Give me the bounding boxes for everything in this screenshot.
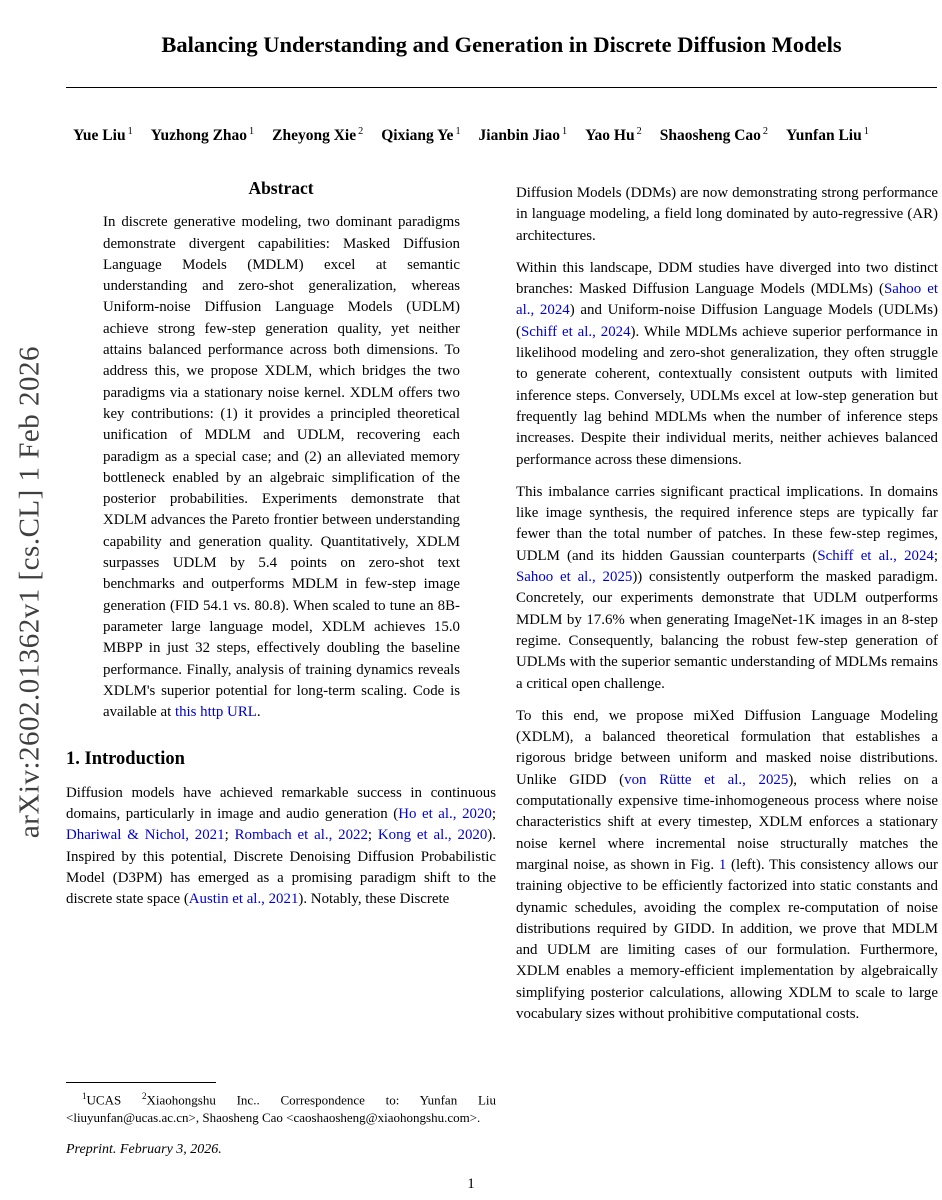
author-affiliation-superscript: 2	[358, 126, 364, 137]
author-name	[73, 127, 133, 144]
citation-link[interactable]: Ho et al., 2020	[398, 806, 492, 823]
text-run: ;	[367, 827, 378, 844]
text-run: (left). This consistency allows our training objective to be efficiently factorized into static constants and dynamic schedules, avoiding the complex re-computation of noise distributions required by GIDD. In addition, we prove that MDLM and UDLM are limiting cases of our formulation. Furthermore, XDLM enables a memory-efficient implementation by algebraically simplifying posterior calculations, allowing XDLM to scale to large vocabulary sizes without prohibitive computational costs.	[516, 856, 938, 1022]
author-name-text: Qixiang Ye	[381, 127, 454, 145]
text-run: ;	[224, 827, 235, 844]
text-run: ) and Uniform-noise Diffusion Language Models (UDLMs) (	[516, 302, 938, 340]
text-run: ;	[933, 547, 938, 564]
author-name-text: Zheyong Xie	[272, 127, 357, 145]
author-affiliation-superscript: 2	[762, 126, 769, 137]
text-run: ). Inspired by this potential, Discrete Denoising Diffusion Probabilistic Model (D3PM) has emerged as a promising paradigm shift to the discrete state space (	[66, 827, 496, 908]
author-name	[786, 127, 869, 144]
citation-link[interactable]: Dhariwal & Nichol, 2021	[66, 827, 225, 844]
paragraph	[516, 482, 938, 695]
paragraph	[516, 706, 938, 1025]
author-name	[479, 127, 568, 144]
author-name-text: Jianbin Jiao	[478, 127, 560, 145]
author-affiliation-superscript: 1	[127, 126, 133, 137]
intro-paragraph	[66, 783, 496, 911]
text-run: In discrete generative modeling, two dominant paradigms demonstrate divergent capabilities: Masked Diffusion Language Models (MDLM) excel at semantic understanding and zero-shot generalization, whereas Uniform-noise Diffusion Language Models (UDLM) achieve strong few-step generation quality, yet neither attains balanced performance across both dimensions. To address this, we propose XDLM, which bridges the two paradigms via a stationary noise kernel. XDLM offers two key contributions: (1) it provides a principled theoretical unification of MDLM and UDLM, recovering each paradigm as a special case; and (2) an alleviated memory bottleneck enabled by an algebraic simplification of the posterior probabilities. Experiments demonstrate that XDLM advances the Pareto frontier between understanding capability and generation quality. Quantitatively, XDLM surpasses UDLM by 5.4 points on zero-shot text benchmarks and outperforms MDLM in few-step image generation (FID 54.1 vs. 80.8). When scaled to tune an 8B-parameter large language model, XDLM achieves 15.0 MBPP in just 32 steps, effectively doubling the baseline performance. Finally, analysis of training dynamics reveals XDLM's superior potential for long-term scaling. Code is available at	[103, 214, 460, 721]
superscript: 1	[82, 1091, 87, 1102]
text-run: Xiaohongshu Inc.. Correspondence to: Yunfan Liu <liuyunfan@ucas.ac.cn>, Shaosheng Cao <caoshaosheng@xiaohongshu.com>.	[66, 1092, 496, 1126]
right-column	[516, 183, 938, 1025]
preprint-note: Preprint. February 3, 2026.	[66, 1141, 222, 1157]
author-name	[272, 127, 363, 144]
section-heading-introduction: 1. Introduction	[66, 749, 185, 770]
text-run: This imbalance carries significant practical implications. In domains like image synthesis, the required inference steps are typically far fewer than the total number of patches. In these few-step regimes, UDLM (and its hidden Gaussian counterparts (	[516, 483, 938, 564]
abstract-text	[66, 212, 496, 723]
text-run: UCAS	[86, 1092, 142, 1108]
author-affiliation-superscript: 1	[249, 126, 255, 137]
text-run: ;	[491, 806, 496, 823]
text-run: Diffusion models have achieved remarkable success in continuous domains, particularly in image and audio generation (	[66, 784, 496, 823]
author-name-text: Yue Liu	[73, 127, 126, 145]
citation-link[interactable]: Schiff et al., 2024	[817, 547, 934, 564]
text-run: ). Notably, these Discrete	[298, 891, 450, 908]
text-run: ), which relies on a computationally expensive time-inhomogeneous process where noise characteristics shift at every timestep, XDLM enforces a stationary noise kernel where incremental noise structurally matches the marginal noise, as shown in Fig.	[516, 771, 938, 873]
text-run: .	[256, 704, 261, 721]
footnote	[66, 1082, 496, 1127]
author-name-text: Shaosheng Cao	[659, 127, 761, 145]
author-affiliation-superscript: 2	[636, 126, 642, 137]
citation-link[interactable]: Austin et al., 2021	[188, 891, 299, 908]
author-name	[151, 127, 254, 144]
author-name-text: Yuzhong Zhao	[150, 127, 248, 145]
citation-link[interactable]: Kong et al., 2020	[377, 827, 488, 844]
text-run: Within this landscape, DDM studies have diverged into two distinct branches: Masked Diffusion Language Models (MDLMs) (	[516, 259, 938, 298]
paper-title: Balancing Understanding and Generation in Discrete Diffusion Models	[161, 32, 842, 57]
paragraph	[516, 258, 938, 471]
paragraph	[516, 183, 938, 247]
abstract-heading: Abstract	[248, 178, 314, 198]
code-url-link[interactable]: this http URL	[174, 704, 257, 721]
left-column	[66, 178, 496, 1160]
footnote-divider	[66, 1082, 216, 1083]
author-name-text: Yunfan Liu	[786, 127, 862, 145]
author-name	[660, 127, 768, 144]
footnote-text	[66, 1088, 496, 1127]
author-name	[381, 127, 460, 144]
author-affiliation-superscript: 1	[863, 126, 869, 137]
page-number: 1	[467, 1176, 475, 1192]
citation-link[interactable]: Sahoo et al., 2024	[516, 281, 939, 319]
citation-link[interactable]: Rombach et al., 2022	[234, 827, 368, 844]
author-affiliation-superscript: 1	[561, 126, 568, 137]
author-name	[585, 127, 642, 144]
superscript: 2	[141, 1091, 147, 1102]
flex-spacer	[66, 922, 496, 1083]
author-affiliation-superscript: 1	[455, 126, 461, 137]
figure-ref-link[interactable]: 1	[718, 856, 727, 873]
arxiv-watermark: arXiv:2602.01362v1 [cs.CL] 1 Feb 2026	[13, 345, 46, 839]
text-run: )) consistently outperform the masked paradigm. Concretely, our experiments demonstrate that UDLM outperforms MDLM by 17.6% when generating ImageNet-1K images in an 8-step regime. Consequently, balancing the robust few-step generation of UDLMs with the superior semantic understanding of MDLMs remains a critical open challenge.	[516, 569, 938, 692]
text-run: ). While MDLMs achieve superior performance in likelihood modeling and zero-shot generalization, they often struggle to generate coherent, contextually consistent outputs with limited inference steps. Conversely, UDLMs excel at low-step generation but frequently lag behind MDLMs when the number of inference steps increases. Despite their individual merits, neither achieves balanced performance across these dimensions.	[516, 323, 938, 468]
citation-link[interactable]: von Rütte et al., 2025	[624, 771, 789, 788]
author-name-text: Yao Hu	[585, 127, 635, 145]
citation-link[interactable]: Schiff et al., 2024	[520, 323, 631, 340]
title-divider	[66, 87, 937, 88]
text-run: Diffusion Models (DDMs) are now demonstrating strong performance in language modeling, a field long dominated by auto-regressive (AR) architectures.	[516, 185, 938, 244]
citation-link[interactable]: Sahoo et al., 2025	[516, 569, 633, 586]
text-run: To this end, we propose miXed Diffusion Language Modeling (XDLM), a balanced theoretical formulation that establishes a rigorous bridge between uniform and masked noise distributions. Unlike GIDD (	[516, 707, 938, 788]
author-list	[31, 121, 911, 147]
